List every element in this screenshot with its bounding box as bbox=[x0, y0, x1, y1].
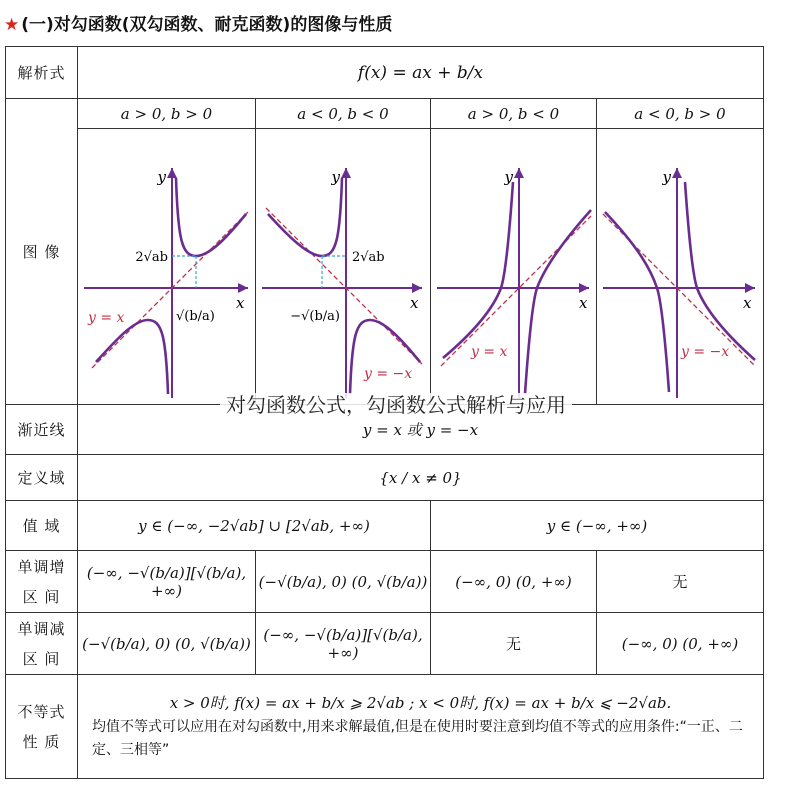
x-axis-arrow-icon bbox=[579, 283, 589, 293]
case-3: a > 0, b < 0 bbox=[431, 99, 597, 129]
inequality-label-2: 性 质 bbox=[22, 732, 61, 751]
y-label: y bbox=[504, 167, 513, 186]
graph-2 bbox=[256, 130, 429, 404]
curve-right bbox=[176, 178, 246, 256]
decreasing-row bbox=[6, 613, 764, 675]
x-label: x bbox=[743, 293, 752, 312]
case-1: a > 0, b > 0 bbox=[78, 99, 256, 129]
decreasing-label-1: 单调减 bbox=[17, 619, 66, 638]
domain-value: {x / x ≠ 0} bbox=[78, 455, 764, 501]
y-label: y bbox=[662, 167, 671, 186]
graph-cell-3 bbox=[431, 129, 597, 405]
domain-label: 定义域 bbox=[6, 455, 78, 501]
dec-2: (−∞, −√(b/a)][√(b/a), +∞) bbox=[256, 613, 431, 675]
x-label: x bbox=[236, 293, 245, 312]
graph-cell-4 bbox=[597, 129, 764, 405]
curve-right bbox=[350, 320, 420, 394]
dec-1: (−√(b/a), 0) (0, √(b/a)) bbox=[78, 613, 256, 675]
min-label: 2√ab bbox=[352, 249, 385, 265]
line-label: y = −x bbox=[364, 365, 413, 382]
graphs-row bbox=[6, 129, 764, 405]
range-left: y ∈ (−∞, −2√ab] ∪ [2√ab, +∞) bbox=[78, 501, 431, 551]
asymptote-line bbox=[266, 208, 422, 364]
y-label: y bbox=[157, 167, 166, 186]
star-icon: ★ bbox=[4, 15, 20, 35]
inc-2: (−√(b/a), 0) (0, √(b/a)) bbox=[256, 551, 431, 613]
inc-1: (−∞, −√(b/a)][√(b/a), +∞) bbox=[78, 551, 256, 613]
formula-value: f(x) = ax + b/x bbox=[78, 47, 764, 99]
formula-row bbox=[6, 47, 764, 99]
graph-4 bbox=[597, 130, 762, 404]
domain-row bbox=[6, 455, 764, 501]
range-right: y ∈ (−∞, +∞) bbox=[431, 501, 764, 551]
curve-left bbox=[96, 320, 168, 394]
y-axis-arrow-icon bbox=[514, 168, 524, 178]
curve-right bbox=[685, 182, 755, 360]
x-axis-arrow-icon bbox=[745, 283, 755, 293]
graph-3 bbox=[431, 130, 595, 404]
asymptote-line bbox=[92, 212, 248, 368]
inequality-note: 均值不等式可以应用在对勾函数中,用来求解最值,但是在使用时要注意到均值不等式的应用条件:“一正、二定、三相等” bbox=[92, 718, 743, 758]
min-label: 2√ab bbox=[135, 249, 168, 265]
watermark-caption bbox=[0, 389, 792, 418]
page-title bbox=[4, 10, 392, 35]
inc-4: 无 bbox=[597, 551, 764, 613]
dec-4: (−∞, 0) (0, +∞) bbox=[597, 613, 764, 675]
increasing-label-2: 区 间 bbox=[22, 587, 61, 606]
x-axis-arrow-icon bbox=[412, 283, 422, 293]
range-row bbox=[6, 501, 764, 551]
y-axis-arrow-icon bbox=[341, 168, 351, 178]
dec-3: 无 bbox=[431, 613, 597, 675]
root-label: √(b/a) bbox=[176, 308, 215, 324]
graph-cell-1 bbox=[78, 129, 256, 405]
graph-1 bbox=[78, 130, 254, 404]
asymptote-label: 渐近线 bbox=[6, 405, 78, 455]
x-label: x bbox=[410, 293, 419, 312]
title-text: (一)对勾函数(双勾函数、耐克函数)的图像与性质 bbox=[21, 15, 393, 35]
formula-label: 解析式 bbox=[6, 47, 78, 99]
range-label: 值 域 bbox=[6, 501, 78, 551]
watermark-text: 对勾函数公式，勾函数公式解析与应用 bbox=[220, 393, 572, 417]
case-2: a < 0, b < 0 bbox=[256, 99, 431, 129]
inc-3: (−∞, 0) (0, +∞) bbox=[431, 551, 597, 613]
line-label: y = x bbox=[88, 309, 125, 326]
inequality-label-1: 不等式 bbox=[17, 702, 66, 721]
inequality-formula: x > 0时, f(x) = ax + b/x ⩾ 2√ab ; x < 0时, f(x) = ax + b/x ⩽ −2√ab. bbox=[169, 693, 672, 712]
increasing-row bbox=[6, 551, 764, 613]
graph-label: 图 像 bbox=[6, 99, 78, 405]
asymptote-value: y = x 或 y = −x bbox=[78, 405, 764, 455]
increasing-label bbox=[6, 551, 78, 613]
cases-row bbox=[6, 99, 764, 129]
curve-left bbox=[605, 212, 669, 392]
graph-cell-2 bbox=[256, 129, 431, 405]
curve-left bbox=[268, 178, 342, 256]
line-label: y = −x bbox=[681, 343, 730, 360]
line-label: y = x bbox=[471, 343, 508, 360]
x-axis-arrow-icon bbox=[238, 283, 248, 293]
curve-left bbox=[443, 182, 513, 358]
y-axis-arrow-icon bbox=[672, 168, 682, 178]
x-label: x bbox=[579, 293, 588, 312]
inequality-label bbox=[6, 675, 78, 779]
y-label: y bbox=[331, 167, 340, 186]
inequality-row bbox=[6, 675, 764, 779]
case-4: a < 0, b > 0 bbox=[597, 99, 764, 129]
decreasing-label-2: 区 间 bbox=[22, 649, 61, 668]
increasing-label-1: 单调增 bbox=[17, 557, 66, 576]
decreasing-label bbox=[6, 613, 78, 675]
y-axis-arrow-icon bbox=[167, 168, 177, 178]
inequality-cell bbox=[78, 675, 764, 779]
root-label: −√(b/a) bbox=[290, 308, 340, 324]
